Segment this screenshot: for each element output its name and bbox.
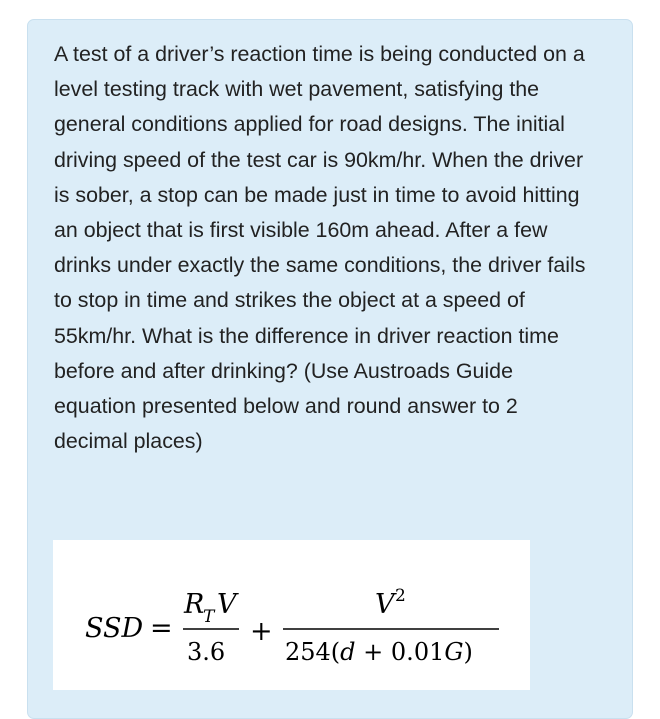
formula-den-1: 3.6 [187,638,226,666]
formula-equals: = [150,613,173,644]
formula-exponent: 2 [395,586,406,606]
formula-image [53,540,530,690]
ssd-formula [53,540,530,690]
formula-V1: V [217,589,237,620]
formula-den-2: 254(d + 0.01G) [285,638,473,666]
formula-R: R [184,589,205,620]
formula-lhs: SSD [85,613,144,644]
formula-plus: + [250,616,273,647]
question-text: A test of a driver’s reaction time is being conducted on a level testing track with wet pavement, satisfying the general conditions applied for road designs. The initial driving speed of the test car is 90km/hr. When the driver is sober, a stop can be made just in time to avoid hitting an object that is first visible 160m ahead. After a few drinks under exactly the same conditions, the driver fails to stop in time and strikes the object at a speed of 55km/hr. What is the difference in driver reaction time before and after drinking? (Use Austroads Guide equation presented below and round answer to 2 decimal places) [54,42,586,454]
formula-V2: V [375,589,395,620]
question-card [27,19,633,719]
formula-subscript-T: T [203,607,215,627]
